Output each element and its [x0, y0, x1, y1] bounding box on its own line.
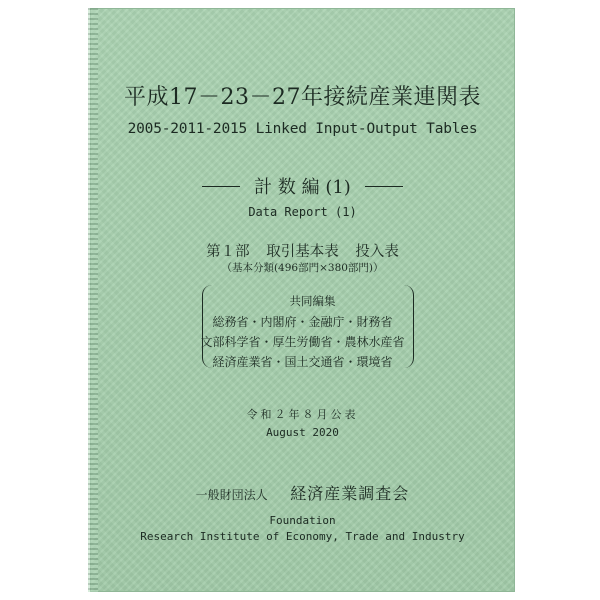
- part-heading: [90, 240, 515, 261]
- publisher-name: 経済産業調査会: [290, 484, 410, 503]
- publisher-prefix: 一般財団法人: [195, 488, 268, 502]
- publisher-english: Research Institute of Economy, Trade and Industry: [140, 530, 465, 543]
- part-title-2: 投入表: [355, 244, 399, 260]
- foundation-label: Foundation: [269, 514, 336, 527]
- part-title-1: 取引基本表: [266, 244, 339, 260]
- ministries-line-1: 総務省・内閣府・金融庁・財務省: [212, 315, 393, 329]
- rule-right: [365, 186, 403, 187]
- part-number: 第１部: [206, 244, 250, 260]
- publish-date-english: August 2020: [266, 426, 339, 439]
- report-title-japanese: 計 数 編 (1): [254, 177, 351, 198]
- rule-left: [202, 186, 240, 187]
- title-english: 2005-2011-2015 Linked Input-Output Tables: [127, 121, 478, 137]
- title-japanese: 平成17－23－27年接続産業連関表: [124, 85, 481, 110]
- coedited-label: 共同編集: [289, 294, 336, 308]
- publish-date-japanese: 令和２年８月公表: [246, 408, 359, 421]
- report-title-english: Data Report (1): [248, 205, 357, 219]
- ministries-line-3: 経済産業省・国土交通省・環境省: [212, 355, 393, 369]
- report-heading: [90, 173, 515, 199]
- publisher-japanese: [90, 481, 515, 504]
- ministries-line-2: 文部科学省・厚生労働省・農林水産省: [200, 335, 405, 349]
- classification-note: （基本分類(496部門×380部門)）: [221, 262, 384, 274]
